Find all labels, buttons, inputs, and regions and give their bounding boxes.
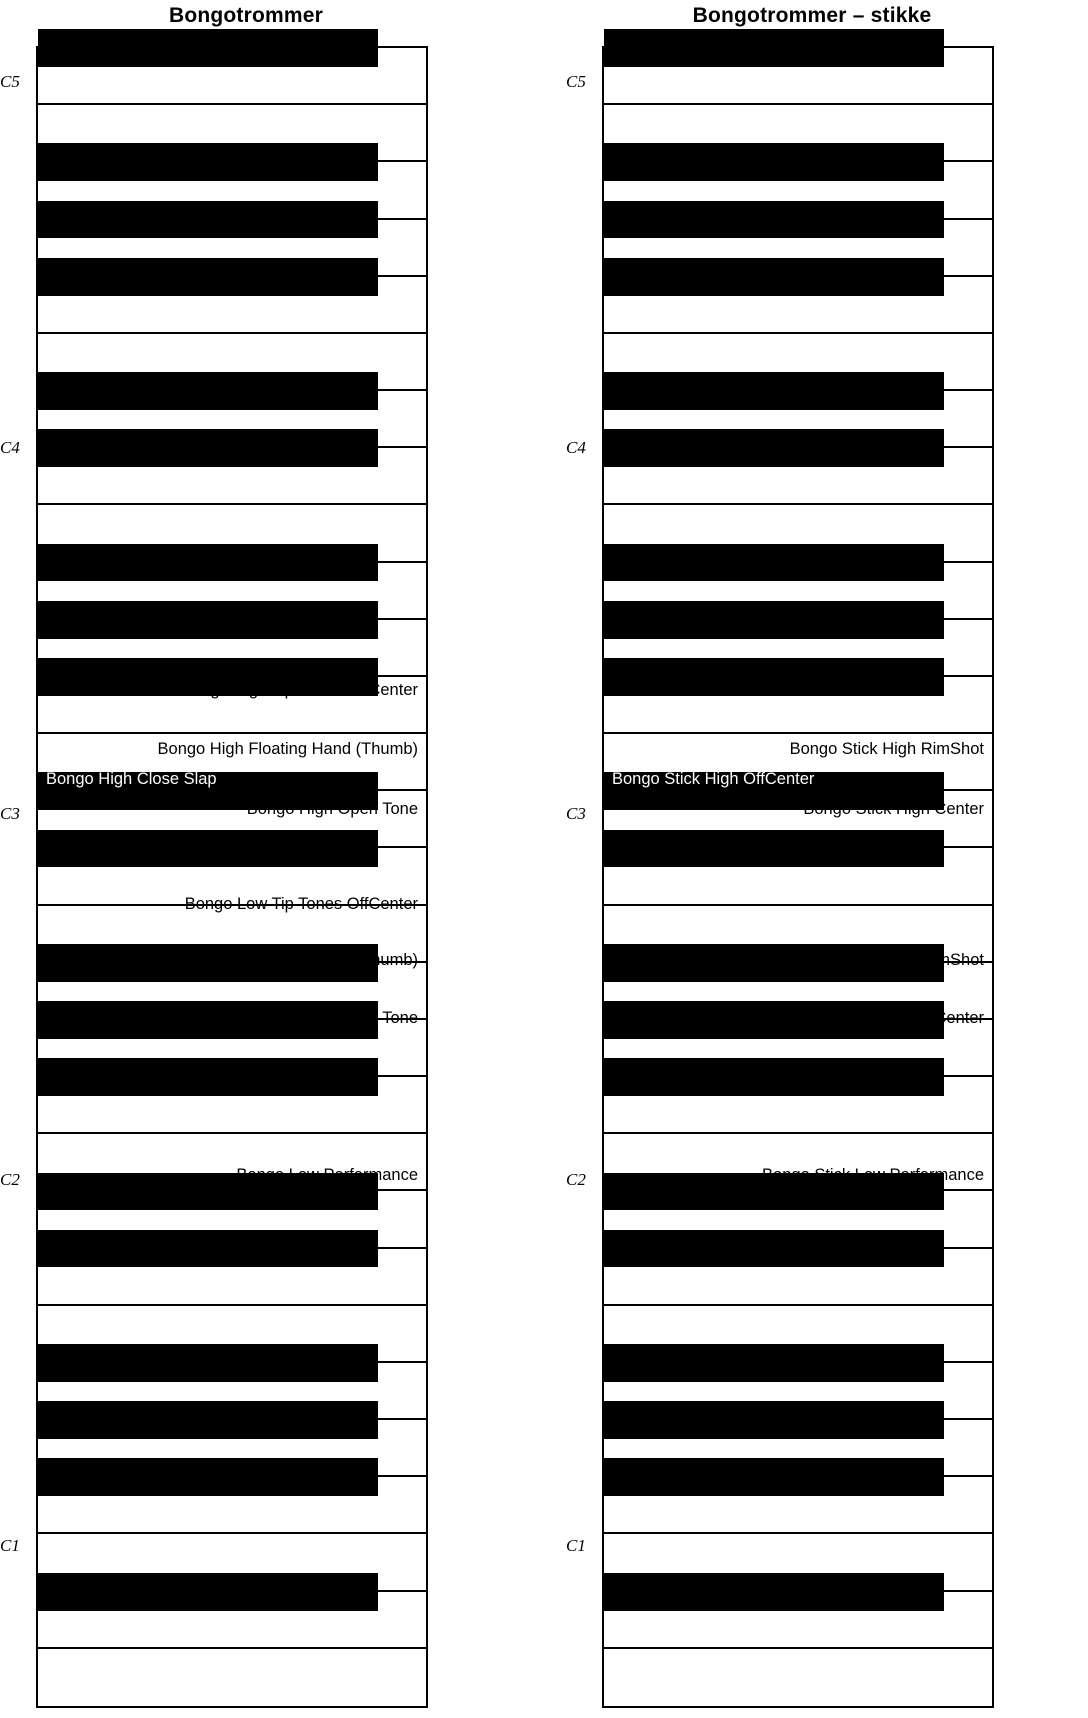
key-label: Bongo Stick High OffCenter xyxy=(612,770,815,788)
key-label: Bongo Low Floating Hand (Finger) xyxy=(46,924,299,942)
black-key[interactable] xyxy=(604,830,944,868)
black-key[interactable] xyxy=(604,372,944,410)
key-label: Bongo Low Floating Hand (Thumb) xyxy=(161,951,418,969)
key-label: Bongo High Close Slap xyxy=(46,770,217,788)
black-key[interactable] xyxy=(604,29,944,67)
octave-label-c2: C2 xyxy=(0,1170,20,1189)
panel-bongo-sticks xyxy=(566,0,1058,1718)
black-key[interactable] xyxy=(38,1573,378,1611)
black-key[interactable] xyxy=(38,372,378,410)
black-key[interactable] xyxy=(604,1458,944,1496)
key-label: Bongo Low Close Slap xyxy=(46,980,213,998)
black-key[interactable] xyxy=(604,1230,944,1268)
black-key[interactable] xyxy=(604,1573,944,1611)
keyboard-left[interactable] xyxy=(36,46,428,1708)
black-key[interactable] xyxy=(38,544,378,582)
key-label: Bongo High Open Tone xyxy=(246,800,418,818)
white-key[interactable] xyxy=(38,1649,426,1706)
octave-label-c1: C1 xyxy=(0,1536,20,1555)
black-key[interactable] xyxy=(38,201,378,239)
key-label: Bongo Stick Low Center xyxy=(806,1009,984,1027)
octave-label-c3: C3 xyxy=(566,804,586,823)
octave-label-c5: C5 xyxy=(0,72,20,91)
key-label: Bongo High Performance xyxy=(46,1136,232,1154)
key-label: Bongo Stick Low RimShot xyxy=(793,951,984,969)
panel-title: Bongotrommer xyxy=(168,4,324,27)
black-key[interactable] xyxy=(38,429,378,467)
black-key[interactable] xyxy=(604,601,944,639)
key-label: Bongo High Floating Hand (Thumb) xyxy=(157,740,418,758)
black-key[interactable] xyxy=(38,1058,378,1096)
key-label: Bongo Stick High Center xyxy=(803,800,984,818)
black-key[interactable] xyxy=(604,143,944,181)
black-key[interactable] xyxy=(38,1401,378,1439)
black-key[interactable] xyxy=(38,1458,378,1496)
key-label: Bongo Low Open Tone xyxy=(250,1009,418,1027)
panel-title: Bongotrommer – stikke xyxy=(692,4,932,27)
black-key[interactable] xyxy=(604,258,944,296)
octave-label-c2: C2 xyxy=(566,1170,586,1189)
key-label: Bongo Stick High Performance xyxy=(612,1136,838,1154)
black-key[interactable] xyxy=(604,544,944,582)
key-label: Bongo High Tip Tones OffCenter xyxy=(181,681,418,699)
black-key[interactable] xyxy=(38,830,378,868)
black-key[interactable] xyxy=(38,1344,378,1382)
black-key[interactable] xyxy=(604,1401,944,1439)
key-label: Bongo Stick High RimShot xyxy=(789,740,984,758)
octave-label-c5: C5 xyxy=(566,72,586,91)
black-key[interactable] xyxy=(604,1058,944,1096)
key-label: Bongo Stick Low Performance xyxy=(762,1166,984,1184)
key-label: Bongo Stick Low OffCenter xyxy=(612,980,811,998)
black-key[interactable] xyxy=(604,1344,944,1382)
black-key[interactable] xyxy=(604,201,944,239)
keyboard-right[interactable] xyxy=(602,46,994,1708)
panel-bongo-hands xyxy=(0,0,492,1718)
octave-label-c1: C1 xyxy=(566,1536,586,1555)
octave-label-c4: C4 xyxy=(566,438,586,457)
black-key[interactable] xyxy=(604,429,944,467)
key-label: Bongo Low Performance xyxy=(236,1166,418,1184)
octave-label-c4: C4 xyxy=(0,438,20,457)
black-key[interactable] xyxy=(38,1230,378,1268)
black-key[interactable] xyxy=(38,601,378,639)
white-key[interactable] xyxy=(604,1649,992,1706)
black-key[interactable] xyxy=(38,143,378,181)
black-key[interactable] xyxy=(604,658,944,696)
black-key[interactable] xyxy=(38,29,378,67)
key-label: Bongo High Floating Hand (Finger) xyxy=(46,711,302,729)
octave-label-c3: C3 xyxy=(0,804,20,823)
key-label: Bongo Low Tip Tones OffCenter xyxy=(184,895,418,913)
black-key[interactable] xyxy=(38,258,378,296)
